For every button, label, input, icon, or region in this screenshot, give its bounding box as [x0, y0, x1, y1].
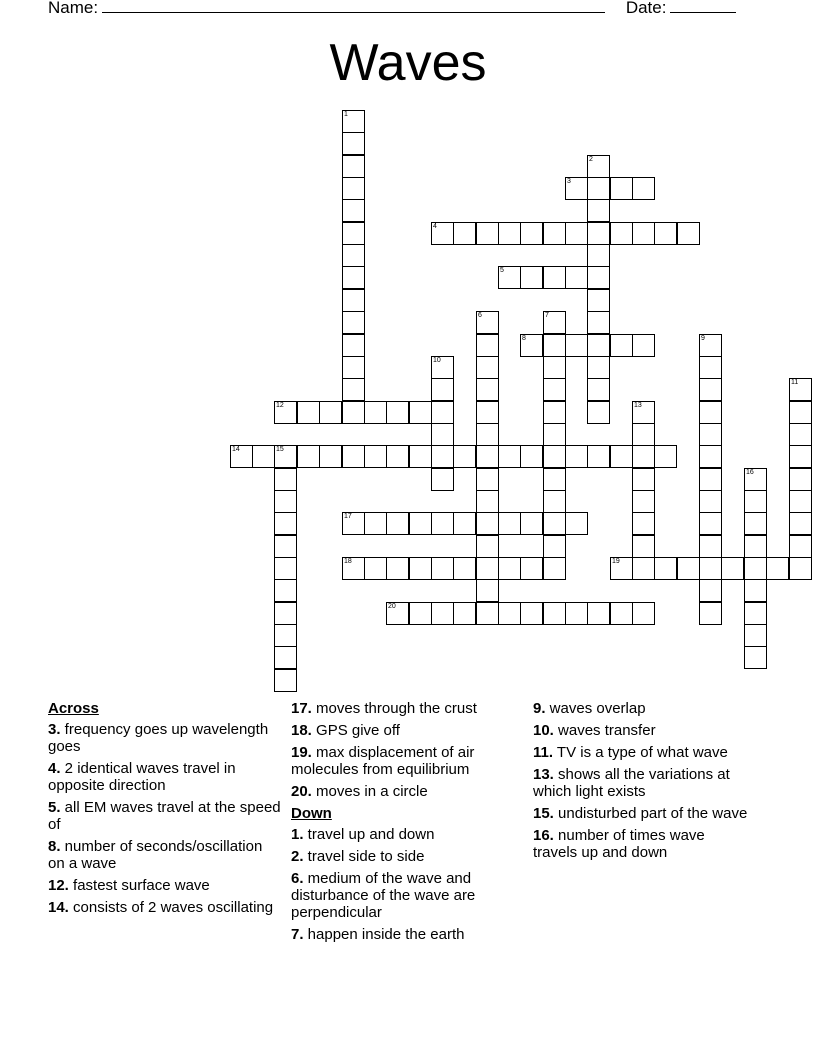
clue-item — [48, 838, 283, 872]
crossword-cell[interactable] — [431, 378, 454, 401]
crossword-cell[interactable] — [699, 423, 722, 446]
clue-number: 13. — [533, 766, 554, 783]
crossword-cell[interactable] — [342, 445, 365, 468]
crossword-cell[interactable] — [342, 155, 365, 178]
crossword-cell[interactable] — [654, 222, 677, 245]
crossword-cell[interactable] — [699, 557, 722, 580]
crossword-cell[interactable] — [342, 289, 365, 312]
crossword-cell[interactable] — [386, 602, 409, 625]
crossword-cell[interactable] — [476, 356, 499, 379]
clue-number: 9. — [533, 700, 546, 717]
clue-number: 4. — [48, 760, 61, 777]
crossword-cell[interactable] — [789, 535, 812, 558]
crossword-cell[interactable] — [498, 266, 521, 289]
crossword-cell[interactable] — [565, 512, 588, 535]
crossword-cell[interactable] — [543, 401, 566, 424]
crossword-cell[interactable] — [587, 334, 610, 357]
clue-item — [291, 700, 516, 717]
cell-number: 20 — [388, 603, 396, 610]
crossword-cell[interactable] — [789, 557, 812, 580]
clue-text: waves transfer — [553, 722, 656, 739]
clue-text: frequency goes up wavelength goes — [48, 721, 269, 755]
clue-number: 3. — [48, 721, 61, 738]
crossword-cell[interactable] — [632, 177, 655, 200]
crossword-cell[interactable] — [543, 602, 566, 625]
clue-text: consists of 2 waves oscillating — [68, 899, 274, 916]
crossword-cell[interactable] — [632, 334, 655, 357]
crossword-cell[interactable] — [476, 311, 499, 334]
crossword-cell[interactable] — [632, 512, 655, 535]
crossword-cell[interactable] — [431, 557, 454, 580]
crossword-cell[interactable] — [476, 557, 499, 580]
crossword-cell[interactable] — [632, 557, 655, 580]
cell-number: 13 — [634, 402, 642, 409]
cell-number: 19 — [612, 558, 620, 565]
crossword-cell[interactable] — [498, 602, 521, 625]
crossword-cell[interactable] — [632, 401, 655, 424]
crossword-cell[interactable] — [610, 445, 633, 468]
crossword-cell[interactable] — [632, 222, 655, 245]
clue-item — [48, 877, 283, 894]
clue-text: travel up and down — [303, 826, 435, 843]
down-heading: Down — [291, 805, 332, 822]
cell-number: 18 — [344, 558, 352, 565]
cell-number: 16 — [746, 469, 754, 476]
crossword-cell[interactable] — [565, 177, 588, 200]
crossword-cell[interactable] — [274, 602, 297, 625]
crossword-cell[interactable] — [274, 624, 297, 647]
crossword-cell[interactable] — [431, 222, 454, 245]
crossword-cell[interactable] — [386, 445, 409, 468]
crossword-cell[interactable] — [587, 266, 610, 289]
clue-number: 1. — [291, 826, 304, 843]
crossword-cell[interactable] — [342, 177, 365, 200]
clue-number: 15. — [533, 805, 554, 822]
clue-text: number of seconds/oscillation on a wave — [48, 838, 263, 872]
crossword-cell[interactable] — [543, 334, 566, 357]
crossword-cell[interactable] — [789, 445, 812, 468]
crossword-cell[interactable] — [520, 266, 543, 289]
clue-item — [291, 744, 516, 778]
clue-number: 10. — [533, 722, 554, 739]
crossword-cell[interactable] — [632, 602, 655, 625]
crossword-cell[interactable] — [632, 445, 655, 468]
crossword-cell[interactable] — [587, 356, 610, 379]
cell-number: 2 — [589, 156, 593, 163]
crossword-cell[interactable] — [342, 311, 365, 334]
crossword-cell[interactable] — [431, 512, 454, 535]
clue-item — [291, 848, 516, 865]
crossword-cell[interactable] — [587, 378, 610, 401]
crossword-cell[interactable] — [409, 557, 432, 580]
crossword-cell[interactable] — [610, 334, 633, 357]
crossword-cell[interactable] — [587, 401, 610, 424]
clue-item — [291, 926, 516, 943]
crossword-cell[interactable] — [274, 669, 297, 692]
crossword-cell[interactable] — [476, 445, 499, 468]
clue-item — [48, 760, 283, 794]
crossword-cell[interactable] — [453, 222, 476, 245]
crossword-cell[interactable] — [766, 557, 789, 580]
crossword-cell[interactable] — [498, 557, 521, 580]
crossword-cell[interactable] — [431, 401, 454, 424]
crossword-cell[interactable] — [476, 512, 499, 535]
crossword-cell[interactable] — [476, 468, 499, 491]
crossword-cell[interactable] — [274, 445, 297, 468]
crossword-cell[interactable] — [565, 445, 588, 468]
crossword-cell[interactable] — [431, 445, 454, 468]
cell-number: 8 — [522, 335, 526, 342]
clue-number: 7. — [291, 926, 304, 943]
crossword-cell[interactable] — [342, 110, 365, 133]
crossword-cell[interactable] — [342, 378, 365, 401]
clue-item — [48, 899, 283, 916]
crossword-cell[interactable] — [319, 445, 342, 468]
clue-number: 12. — [48, 877, 69, 894]
clue-text: 2 identical waves travel in opposite direction — [48, 760, 236, 794]
crossword-cell[interactable] — [632, 468, 655, 491]
clue-number: 19. — [291, 744, 312, 761]
crossword-cell[interactable] — [476, 579, 499, 602]
crossword-cell[interactable] — [453, 602, 476, 625]
clue-number: 2. — [291, 848, 304, 865]
clue-item — [291, 826, 516, 843]
crossword-cell[interactable] — [431, 602, 454, 625]
crossword-cell[interactable] — [543, 356, 566, 379]
clue-text: travel side to side — [303, 848, 425, 865]
clue-text: undisturbed part of the wave — [553, 805, 748, 822]
crossword-cell[interactable] — [409, 401, 432, 424]
crossword-cell[interactable] — [476, 222, 499, 245]
crossword-cell[interactable] — [453, 512, 476, 535]
crossword-cell[interactable] — [789, 401, 812, 424]
crossword-cell[interactable] — [498, 222, 521, 245]
crossword-cell[interactable] — [632, 423, 655, 446]
crossword-cell[interactable] — [342, 244, 365, 267]
crossword-cell[interactable] — [342, 199, 365, 222]
crossword-cell[interactable] — [654, 445, 677, 468]
crossword-cell[interactable] — [565, 602, 588, 625]
cell-number: 10 — [433, 357, 441, 364]
crossword-cell[interactable] — [543, 490, 566, 513]
clue-column-1 — [48, 700, 283, 921]
crossword-cell[interactable] — [587, 199, 610, 222]
crossword-cell[interactable] — [632, 535, 655, 558]
crossword-cell[interactable] — [476, 535, 499, 558]
crossword-cell[interactable] — [453, 445, 476, 468]
crossword-cell[interactable] — [543, 557, 566, 580]
crossword-cell[interactable] — [498, 512, 521, 535]
clue-item — [533, 744, 753, 761]
clue-number: 8. — [48, 838, 61, 855]
clue-text: waves overlap — [545, 700, 646, 717]
crossword-cell[interactable] — [543, 378, 566, 401]
cell-number: 17 — [344, 513, 352, 520]
crossword-cell[interactable] — [520, 445, 543, 468]
crossword-cell[interactable] — [789, 423, 812, 446]
crossword-cell[interactable] — [274, 468, 297, 491]
crossword-cell[interactable] — [744, 646, 767, 669]
crossword-cell[interactable] — [699, 401, 722, 424]
cell-number: 12 — [276, 402, 284, 409]
clue-number: 6. — [291, 870, 304, 887]
crossword-cell[interactable] — [274, 401, 297, 424]
crossword-cell[interactable] — [364, 512, 387, 535]
crossword-cell[interactable] — [543, 535, 566, 558]
crossword-cell[interactable] — [453, 557, 476, 580]
down-clue-list — [291, 826, 516, 943]
crossword-cell[interactable] — [297, 401, 320, 424]
crossword-cell[interactable] — [319, 401, 342, 424]
clue-item — [533, 700, 753, 717]
across-heading: Across — [48, 700, 99, 717]
crossword-cell[interactable] — [699, 356, 722, 379]
crossword-cell[interactable] — [274, 646, 297, 669]
crossword-cell[interactable] — [587, 289, 610, 312]
clue-number: 17. — [291, 700, 312, 717]
cell-number: 3 — [567, 178, 571, 185]
crossword-cell[interactable] — [699, 445, 722, 468]
crossword-cell[interactable] — [431, 423, 454, 446]
across-clue-list-continued — [291, 700, 516, 800]
down-clue-list-continued — [533, 700, 753, 861]
crossword-cell[interactable] — [587, 177, 610, 200]
cell-number: 5 — [500, 267, 504, 274]
crossword-cell[interactable] — [543, 468, 566, 491]
name-label: Name: — [48, 0, 99, 17]
crossword-cell[interactable] — [520, 334, 543, 357]
cell-number: 6 — [478, 312, 482, 319]
clue-text: happen inside the earth — [303, 926, 465, 943]
crossword-cell[interactable] — [520, 512, 543, 535]
cell-number: 1 — [344, 111, 348, 118]
crossword-cell[interactable] — [699, 378, 722, 401]
crossword-cell[interactable] — [543, 423, 566, 446]
crossword-cell[interactable] — [409, 512, 432, 535]
crossword-cell[interactable] — [789, 490, 812, 513]
crossword-cell[interactable] — [543, 445, 566, 468]
date-label: Date: — [625, 0, 667, 17]
cell-number: 9 — [701, 335, 705, 342]
clue-text: fastest surface wave — [68, 877, 210, 894]
crossword-cell[interactable] — [476, 378, 499, 401]
clue-column-3 — [533, 700, 753, 866]
crossword-cell[interactable] — [610, 177, 633, 200]
cell-number: 4 — [433, 223, 437, 230]
across-clue-list — [48, 721, 283, 916]
crossword-cell[interactable] — [409, 602, 432, 625]
crossword-cell[interactable] — [543, 266, 566, 289]
crossword-cell[interactable] — [654, 557, 677, 580]
crossword-cell[interactable] — [677, 557, 700, 580]
page-title: Waves — [329, 34, 487, 92]
crossword-cell[interactable] — [789, 512, 812, 535]
crossword-cell[interactable] — [587, 222, 610, 245]
clue-number: 18. — [291, 722, 312, 739]
crossword-cell[interactable] — [587, 244, 610, 267]
crossword-cell[interactable] — [364, 445, 387, 468]
clue-text: max displacement of air molecules from equilibrium — [291, 744, 475, 778]
crossword-cell[interactable] — [744, 602, 767, 625]
crossword-cell[interactable] — [699, 535, 722, 558]
crossword-cell[interactable] — [342, 401, 365, 424]
crossword-cell[interactable] — [274, 490, 297, 513]
crossword-cell[interactable] — [431, 468, 454, 491]
crossword-cell[interactable] — [744, 557, 767, 580]
crossword-cell[interactable] — [520, 557, 543, 580]
crossword-cell[interactable] — [274, 579, 297, 602]
crossword-cell[interactable] — [386, 557, 409, 580]
crossword-cell[interactable] — [342, 356, 365, 379]
clue-item — [48, 721, 283, 755]
crossword-cell[interactable] — [364, 557, 387, 580]
crossword-cell[interactable] — [342, 512, 365, 535]
crossword-cell[interactable] — [587, 602, 610, 625]
crossword-cell[interactable] — [587, 445, 610, 468]
clue-text: medium of the wave and disturbance of the wave are perpendicular — [291, 870, 476, 921]
clue-column-2 — [291, 700, 516, 948]
clue-number: 14. — [48, 899, 69, 916]
crossword-cell[interactable] — [342, 132, 365, 155]
crossword-cell[interactable] — [252, 445, 275, 468]
crossword-cell[interactable] — [342, 557, 365, 580]
crossword-cell[interactable] — [520, 222, 543, 245]
crossword-cell[interactable] — [543, 512, 566, 535]
cell-number: 15 — [276, 446, 284, 453]
crossword-cell[interactable] — [744, 579, 767, 602]
crossword-cell[interactable] — [520, 602, 543, 625]
crossword-cell[interactable] — [274, 512, 297, 535]
crossword-cell[interactable] — [744, 512, 767, 535]
clue-item — [533, 805, 753, 822]
clue-text: GPS give off — [311, 722, 400, 739]
clue-number: 11. — [533, 744, 554, 761]
clue-text: shows all the variations at which light exists — [533, 766, 730, 800]
clue-item — [533, 827, 753, 861]
crossword-cell[interactable] — [587, 155, 610, 178]
crossword-cell[interactable] — [632, 490, 655, 513]
crossword-cell[interactable] — [610, 557, 633, 580]
crossword-cell[interactable] — [565, 222, 588, 245]
crossword-cell[interactable] — [364, 401, 387, 424]
crossword-cell[interactable] — [744, 624, 767, 647]
crossword-cell[interactable] — [342, 222, 365, 245]
clue-number: 16. — [533, 827, 554, 844]
crossword-cell[interactable] — [699, 468, 722, 491]
crossword-cell[interactable] — [274, 535, 297, 558]
crossword-cell[interactable] — [543, 311, 566, 334]
clue-item — [533, 766, 753, 800]
crossword-cell[interactable] — [342, 334, 365, 357]
crossword-cell[interactable] — [699, 579, 722, 602]
clue-text: number of times wave travels up and down — [533, 827, 705, 861]
crossword-cell[interactable] — [476, 334, 499, 357]
crossword-cell[interactable] — [744, 535, 767, 558]
crossword-cell[interactable] — [610, 222, 633, 245]
crossword-cell[interactable] — [744, 468, 767, 491]
crossword-cell[interactable] — [342, 266, 365, 289]
clue-item — [48, 799, 283, 833]
crossword-cell[interactable] — [565, 334, 588, 357]
clue-item — [291, 722, 516, 739]
crossword-cell[interactable] — [476, 423, 499, 446]
clue-text: TV is a type of what wave — [553, 744, 728, 761]
crossword-cell[interactable] — [476, 490, 499, 513]
crossword-cell[interactable] — [744, 490, 767, 513]
clue-item — [291, 870, 516, 921]
cell-number: 7 — [545, 312, 549, 319]
crossword-cell[interactable] — [386, 401, 409, 424]
crossword-cell[interactable] — [498, 445, 521, 468]
clue-text: moves in a circle — [311, 783, 428, 800]
crossword-cell[interactable] — [565, 266, 588, 289]
crossword-cell[interactable] — [699, 490, 722, 513]
crossword-cell[interactable] — [699, 602, 722, 625]
clue-number: 20. — [291, 783, 312, 800]
crossword-cell[interactable] — [386, 512, 409, 535]
crossword-cell[interactable] — [476, 401, 499, 424]
crossword-cell[interactable] — [677, 222, 700, 245]
crossword-cell[interactable] — [297, 445, 320, 468]
clue-item — [533, 722, 753, 739]
cell-number: 14 — [232, 446, 240, 453]
crossword-cell[interactable] — [230, 445, 253, 468]
crossword-cell[interactable] — [789, 378, 812, 401]
crossword-cell[interactable] — [543, 222, 566, 245]
crossword-cell[interactable] — [476, 602, 499, 625]
cell-number: 11 — [791, 379, 799, 386]
crossword-cell[interactable] — [610, 602, 633, 625]
crossword-cell[interactable] — [431, 356, 454, 379]
crossword-cell[interactable] — [721, 557, 744, 580]
crossword-cell[interactable] — [274, 557, 297, 580]
crossword-cell[interactable] — [789, 468, 812, 491]
crossword-cell[interactable] — [699, 334, 722, 357]
clue-text: all EM waves travel at the speed of — [48, 799, 281, 833]
crossword-cell[interactable] — [699, 512, 722, 535]
clue-item — [291, 783, 516, 800]
clue-number: 5. — [48, 799, 61, 816]
crossword-cell[interactable] — [587, 311, 610, 334]
crossword-cell[interactable] — [409, 445, 432, 468]
clue-text: moves through the crust — [311, 700, 477, 717]
